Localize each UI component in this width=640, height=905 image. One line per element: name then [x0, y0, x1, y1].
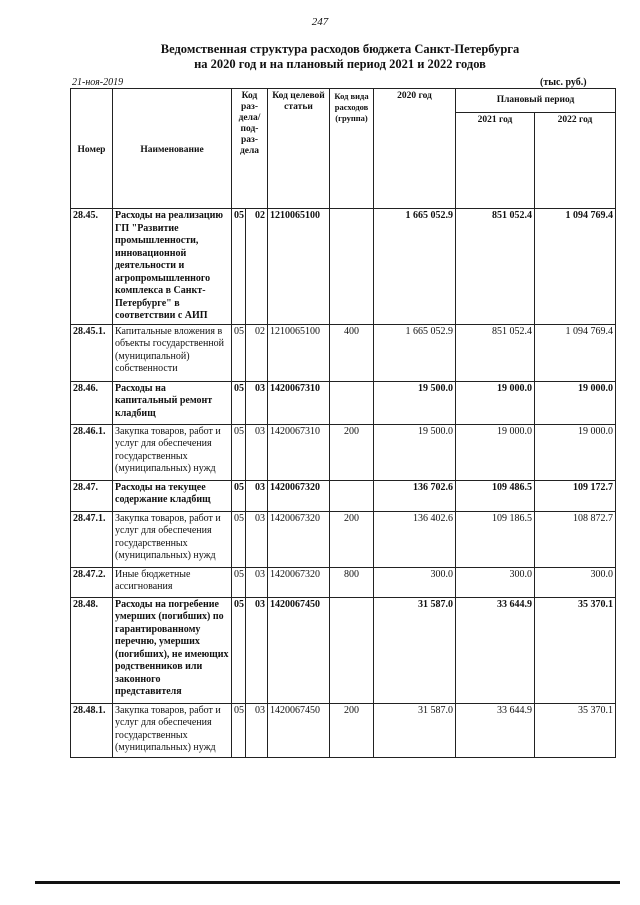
row-value-2021: 851 052.4	[456, 324, 535, 381]
row-subsection: 03	[246, 567, 268, 597]
row-section: 05	[232, 597, 246, 703]
header-2022: 2022 год	[535, 113, 616, 209]
header-2021: 2021 год	[456, 113, 535, 209]
row-subsection: 02	[246, 324, 268, 381]
row-section: 05	[232, 511, 246, 567]
row-name: Закупка товаров, работ и услуг для обеспечения государственных (муниципальных) нужд	[113, 424, 232, 480]
row-number: 28.48.	[71, 597, 113, 703]
row-value-2022: 35 370.1	[535, 703, 616, 757]
row-section: 05	[232, 424, 246, 480]
row-value-2022: 300.0	[535, 567, 616, 597]
row-target-code: 1420067310	[268, 381, 330, 424]
row-kind-code: 200	[330, 703, 374, 757]
row-name: Закупка товаров, работ и услуг для обеспечения государственных (муниципальных) нужд	[113, 511, 232, 567]
row-name: Закупка товаров, работ и услуг для обеспечения государственных (муниципальных) нужд	[113, 703, 232, 757]
row-value-2022: 35 370.1	[535, 597, 616, 703]
units-label: (тыс. руб.)	[540, 77, 587, 88]
row-kind-code: 800	[330, 567, 374, 597]
row-number: 28.48.1.	[71, 703, 113, 757]
row-value-2022: 19 000.0	[535, 424, 616, 480]
row-subsection: 03	[246, 381, 268, 424]
row-subsection: 03	[246, 703, 268, 757]
row-target-code: 1420067310	[268, 424, 330, 480]
row-value-2020: 136 402.6	[374, 511, 456, 567]
budget-table	[70, 88, 616, 758]
row-value-2022: 109 172.7	[535, 480, 616, 511]
row-target-code: 1210065100	[268, 209, 330, 325]
row-value-2022: 108 872.7	[535, 511, 616, 567]
row-value-2020: 300.0	[374, 567, 456, 597]
row-target-code: 1420067320	[268, 567, 330, 597]
row-value-2020: 31 587.0	[374, 597, 456, 703]
row-name: Капитальные вложения в объекты государственной (муниципальной) собственности	[113, 324, 232, 381]
row-value-2021: 19 000.0	[456, 424, 535, 480]
row-value-2021: 109 486.5	[456, 480, 535, 511]
row-target-code: 1420067320	[268, 511, 330, 567]
page-number: 247	[311, 16, 329, 28]
row-section: 05	[232, 381, 246, 424]
row-section: 05	[232, 567, 246, 597]
row-value-2021: 300.0	[456, 567, 535, 597]
document-title	[120, 42, 560, 72]
row-number: 28.45.	[71, 209, 113, 325]
row-subsection: 03	[246, 511, 268, 567]
row-value-2022: 1 094 769.4	[535, 209, 616, 325]
row-value-2021: 33 644.9	[456, 597, 535, 703]
header-number: Номер	[71, 89, 113, 209]
document-date: 21-ноя-2019	[72, 77, 124, 88]
table-body	[71, 209, 616, 758]
row-section: 05	[232, 324, 246, 381]
row-name: Расходы на погребение умерших (погибших) по гарантированному перечню, умерших (погибших), не имеющих родственников или законного представителя	[113, 597, 232, 703]
row-value-2020: 1 665 052.9	[374, 324, 456, 381]
table-row	[71, 597, 616, 703]
title-line-2: на 2020 год и на плановый период 2021 и 2022 годов	[194, 57, 486, 71]
row-subsection: 03	[246, 597, 268, 703]
row-target-code: 1420067450	[268, 703, 330, 757]
table-row	[71, 480, 616, 511]
row-value-2020: 31 587.0	[374, 703, 456, 757]
header-2020: 2020 год	[374, 89, 456, 209]
header-kind: Код вида расходов (группа)	[330, 89, 374, 209]
table-row	[71, 703, 616, 757]
table-row	[71, 424, 616, 480]
row-subsection: 03	[246, 424, 268, 480]
table-row	[71, 511, 616, 567]
row-target-code: 1210065100	[268, 324, 330, 381]
row-kind-code: 400	[330, 324, 374, 381]
row-number: 28.46.1.	[71, 424, 113, 480]
row-section: 05	[232, 209, 246, 325]
row-target-code: 1420067450	[268, 597, 330, 703]
row-name: Расходы на текущее содержание кладбищ	[113, 480, 232, 511]
title-line-1: Ведомственная структура расходов бюджета Санкт-Петербурга	[160, 42, 520, 56]
table-row	[71, 324, 616, 381]
row-number: 28.47.1.	[71, 511, 113, 567]
row-section: 05	[232, 703, 246, 757]
row-number: 28.47.2.	[71, 567, 113, 597]
table-row	[71, 209, 616, 325]
row-section: 05	[232, 480, 246, 511]
row-value-2020: 136 702.6	[374, 480, 456, 511]
row-value-2021: 109 186.5	[456, 511, 535, 567]
row-value-2020: 1 665 052.9	[374, 209, 456, 325]
header-target: Код целевой статьи	[268, 89, 330, 209]
row-number: 28.45.1.	[71, 324, 113, 381]
row-kind-code	[330, 597, 374, 703]
row-value-2022: 19 000.0	[535, 381, 616, 424]
row-value-2020: 19 500.0	[374, 381, 456, 424]
row-number: 28.47.	[71, 480, 113, 511]
row-kind-code: 200	[330, 424, 374, 480]
row-value-2022: 1 094 769.4	[535, 324, 616, 381]
row-subsection: 02	[246, 209, 268, 325]
bottom-rule	[35, 881, 620, 884]
header-planned: Плановый период	[456, 89, 616, 113]
row-name: Расходы на реализацию ГП "Развитие промышленности, инновационной деятельности и агропромышленного комплекса в Санкт-Петербурге" в соответствии с АИП	[113, 209, 232, 325]
header-name: Наименование	[113, 89, 232, 209]
table-row	[71, 381, 616, 424]
table-row	[71, 567, 616, 597]
row-kind-code	[330, 381, 374, 424]
row-target-code: 1420067320	[268, 480, 330, 511]
row-value-2021: 19 000.0	[456, 381, 535, 424]
row-kind-code	[330, 209, 374, 325]
row-kind-code: 200	[330, 511, 374, 567]
row-subsection: 03	[246, 480, 268, 511]
row-value-2021: 33 644.9	[456, 703, 535, 757]
row-name: Расходы на капитальный ремонт кладбищ	[113, 381, 232, 424]
row-kind-code	[330, 480, 374, 511]
row-number: 28.46.	[71, 381, 113, 424]
header-section: Код раз- дела/ под- раз- дела	[232, 89, 268, 209]
row-value-2021: 851 052.4	[456, 209, 535, 325]
row-name: Иные бюджетные ассигнования	[113, 567, 232, 597]
row-value-2020: 19 500.0	[374, 424, 456, 480]
